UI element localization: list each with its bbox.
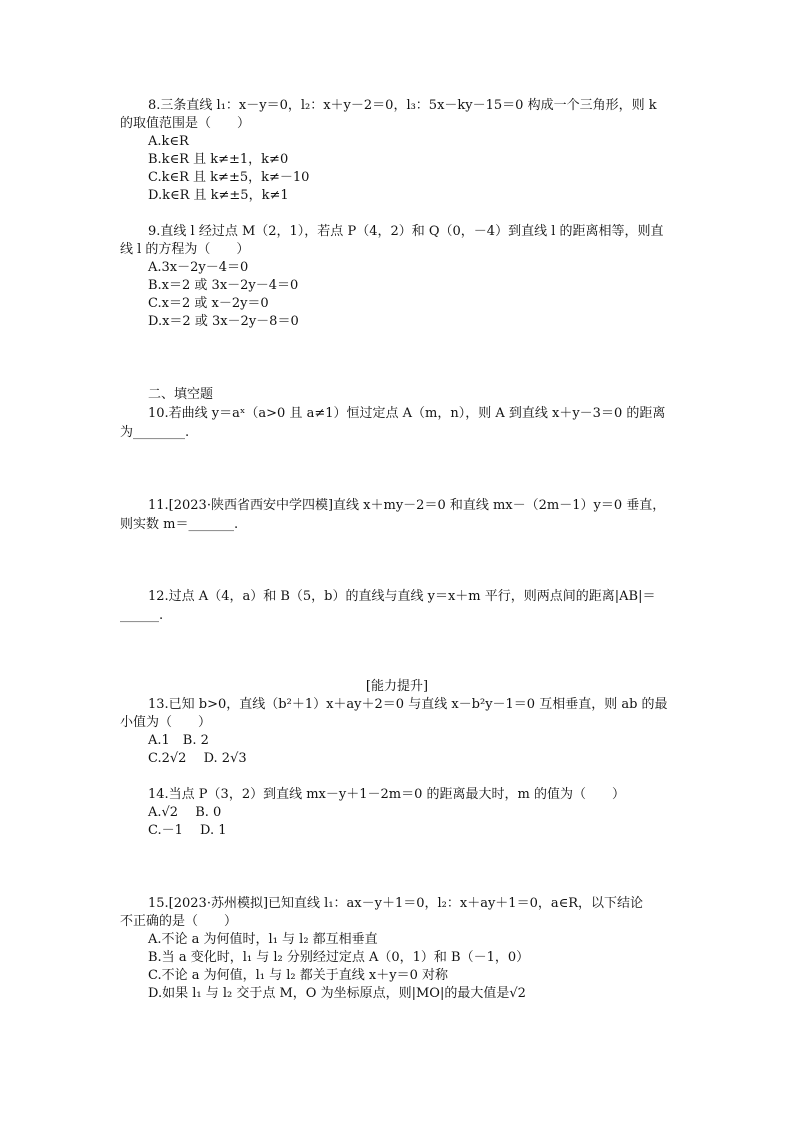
q14-stem-line1: 14.当点 P（3，2）到直线 mx－y＋1－2m＝0 的距离最大时，m 的值为（ ） [148,787,625,802]
q12-stem-line1: 12.过点 A（4，a）和 B（5，b）的直线与直线 y＝x＋m 平行，则两点间的距离|AB|＝ [148,589,656,604]
q11-stem-line1: 11.[2023·陕西省西安中学四模]直线 x＋my－2＝0 和直线 mx－（2m－1）y＝0 垂直， [148,498,666,513]
q15-option-a: A.不论 a 为何值时，l₁ 与 l₂ 都互相垂直 [148,932,378,947]
q13-stem-line1: 13.已知 b>0，直线（b²＋1）x＋ay＋2＝0 与直线 x－b²y－1＝0 互相垂直，则 ab 的最 [148,697,668,712]
q8-option-b: B.k∈R 且 k≠±1，k≠0 [148,152,289,167]
q10-stem-line2: 为________. [120,425,190,440]
q8-option-c: C.k∈R 且 k≠±5，k≠－10 [148,170,310,185]
q9-option-a: A.3x－2y－4＝0 [148,260,249,275]
q14-options-ab: A.√2 B. 0 [148,805,222,820]
q12-stem-line2: ______. [120,608,164,623]
q8-stem-line1: 8.三条直线 l₁：x－y＝0，l₂：x＋y－2＝0，l₃：5x－ky－15＝0 构成一个三角形，则 k [148,98,657,113]
q9-stem-line1: 9.直线 l 经过点 M（2，1），若点 P（4，2）和 Q（0，－4）到直线 l 的距离相等，则直 [148,224,664,239]
q9-stem-line2: 线 l 的方程为（ ） [120,242,250,257]
q9-option-d: D.x＝2 或 3x－2y－8＝0 [148,314,299,329]
q15-stem-line2: 不正确的是（ ） [120,914,238,929]
q9-option-b: B.x＝2 或 3x－2y－4＝0 [148,278,299,293]
q10-stem-line1: 10.若曲线 y＝aˣ（a>0 且 a≠1）恒过定点 A（m，n），则 A 到直线 x＋y－3＝0 的距离 [148,406,666,421]
q11-stem-line2: 则实数 m＝_______. [120,517,239,532]
q13-stem-line2: 小值为（ ） [120,715,212,730]
q13-options-ab: A.1 B. 2 [148,733,209,748]
q15-option-c: C.不论 a 为何值，l₁ 与 l₂ 都关于直线 x＋y＝0 对称 [148,968,448,983]
section-fill-in-heading: 二、填空题 [148,387,214,402]
q9-option-c: C.x＝2 或 x－2y＝0 [148,296,269,311]
q14-options-cd: C.－1 D. 1 [148,823,227,838]
q15-option-d: D.如果 l₁ 与 l₂ 交于点 M，O 为坐标原点，则|MO|的最大值是√2 [148,986,526,1001]
q8-option-d: D.k∈R 且 k≠±5，k≠1 [148,188,289,203]
q8-option-a: A.k∈R [148,134,189,149]
q15-option-b: B.当 a 变化时，l₁ 与 l₂ 分别经过定点 A（0，1）和 B（－1，0） [148,950,530,965]
ability-section-heading: [能力提升] [365,679,429,694]
q15-stem-line1: 15.[2023·苏州模拟]已知直线 l₁：ax－y＋1＝0，l₂：x＋ay＋1＝0，a∈R，以下结论 [148,896,644,911]
q13-options-cd: C.2√2 D. 2√3 [148,751,247,766]
q8-stem-line2: 的取值范围是（ ） [120,116,251,131]
